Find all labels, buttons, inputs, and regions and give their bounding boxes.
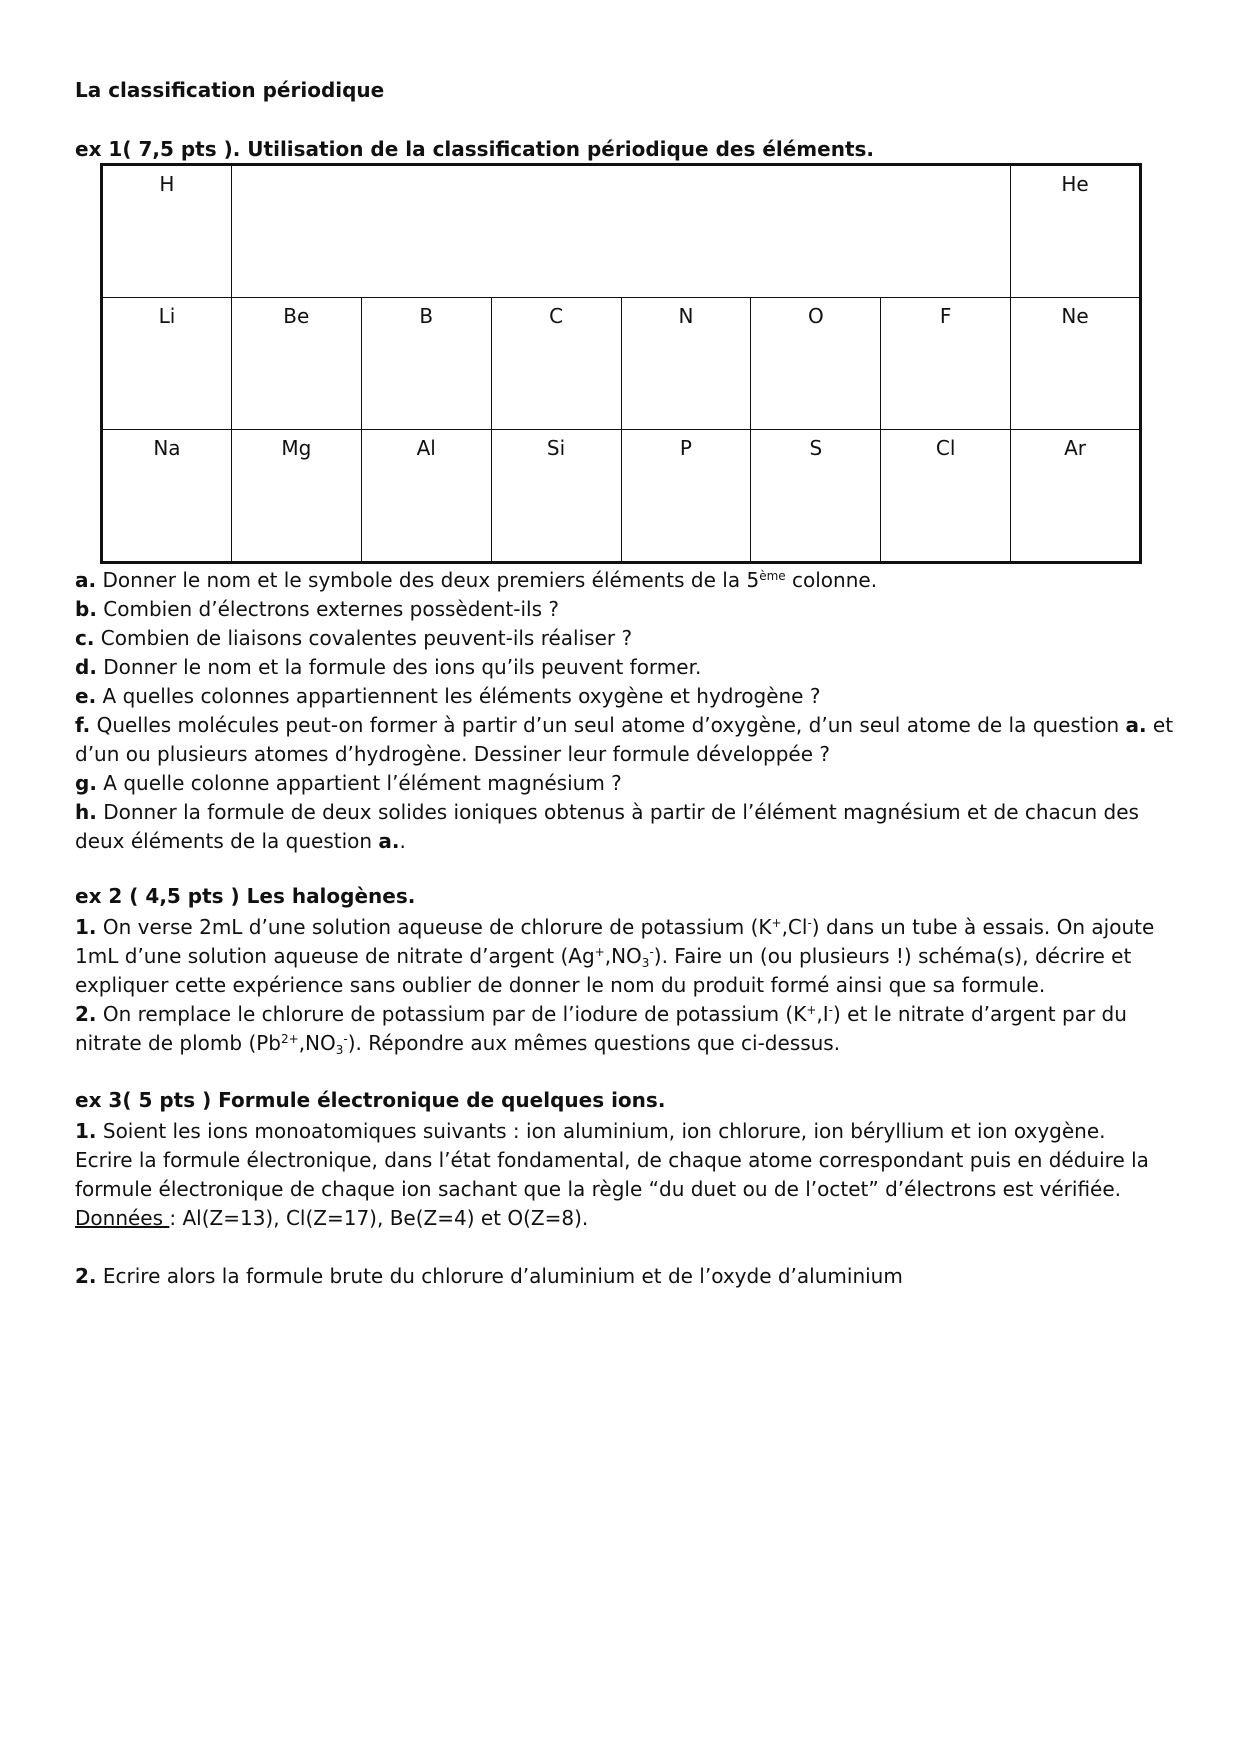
question-text: Combien de liaisons covalentes peuvent-ils réaliser ?: [94, 626, 633, 650]
superscript: ème: [759, 569, 786, 583]
question-text: .: [399, 829, 406, 853]
periodic-row-3: [102, 430, 1141, 563]
element-cell: S: [751, 430, 881, 563]
text: ). Répondre aux mêmes questions que ci-dessus.: [347, 1031, 841, 1055]
element-cell: B: [361, 298, 491, 430]
superscript: +: [594, 945, 605, 959]
question-text: Donner la formule de deux solides ioniques obtenus à partir de l’élément magnésium et de chacun des deux éléments de la question: [75, 800, 1139, 853]
exercise-1-heading: ex 1( 7,5 pts ). Utilisation de la classification périodique des éléments.: [75, 137, 875, 161]
element-cell: Cl: [881, 430, 1011, 563]
question-e: [75, 682, 1175, 711]
question-label: h.: [75, 800, 97, 824]
superscript: -: [343, 1032, 348, 1046]
text: ). Faire un (ou plusieurs !) schéma(s), décrire et expliquer cette expérience sans oublier de donner le nom du produit formé ainsi que sa formule.: [75, 944, 1132, 997]
spacer: [75, 1233, 1175, 1262]
page-title: La classification périodique: [75, 78, 385, 102]
element-cell: N: [621, 298, 751, 430]
question-text: Donner le nom et le symbole des deux premiers éléments de la 5: [96, 568, 760, 592]
exercise-2-part-1: [75, 913, 1175, 1000]
question-label: a.: [75, 568, 97, 592]
superscript: -: [649, 945, 654, 959]
text: On remplace le chlorure de potassium par de l’iodure de potassium (K: [96, 1002, 807, 1026]
subscript: 3: [335, 1043, 344, 1057]
donnees-text: : Al(Z=13), Cl(Z=17), Be(Z=4) et O(Z=8).: [169, 1206, 589, 1230]
question-c: [75, 624, 1175, 653]
text: On verse 2mL d’une solution aqueuse de chlorure de potassium (K: [96, 915, 772, 939]
superscript: -: [807, 916, 812, 930]
question-label: f.: [75, 713, 91, 737]
question-text: et d’un ou plusieurs atomes d’hydrogène. Dessiner leur formule développée ?: [75, 713, 1174, 766]
superscript: -: [828, 1003, 834, 1017]
exercise-3-body: [75, 1117, 1175, 1291]
question-reference: a.: [378, 829, 400, 853]
text: ,NO: [298, 1031, 336, 1055]
question-text: Quelles molécules peut-on former à partir d’un seul atome d’oxygène, d’un seul atome de la question: [90, 713, 1126, 737]
periodic-table: [100, 163, 1142, 564]
question-d: [75, 653, 1175, 682]
periodic-row-2: [102, 298, 1141, 430]
question-label: e.: [75, 684, 97, 708]
element-cell: Mg: [231, 430, 361, 563]
element-cell: C: [491, 298, 621, 430]
question-reference: a.: [1125, 713, 1147, 737]
superscript: +: [771, 916, 782, 930]
question-h: [75, 798, 1175, 856]
question-label: d.: [75, 655, 97, 679]
element-cell: He: [1011, 165, 1141, 298]
element-cell: P: [621, 430, 751, 563]
exercise-3-part-2: [75, 1262, 1175, 1291]
empty-cell: [231, 165, 1010, 298]
element-cell: O: [751, 298, 881, 430]
superscript: +: [806, 1003, 817, 1017]
exercise-1-questions: [75, 566, 1175, 856]
question-b: [75, 595, 1175, 624]
element-cell: Ne: [1011, 298, 1141, 430]
donnees-label: Données: [75, 1206, 170, 1230]
question-text: colonne.: [785, 568, 878, 592]
question-text: A quelle colonne appartient l’élément magnésium ?: [96, 771, 622, 795]
exercise-3-part-1: [75, 1117, 1175, 1146]
exercise-2-body: [75, 913, 1175, 1058]
element-cell: F: [881, 298, 1011, 430]
element-cell: Be: [231, 298, 361, 430]
element-cell: Na: [102, 430, 232, 563]
superscript: 2+: [281, 1032, 299, 1046]
question-text: A quelles colonnes appartiennent les éléments oxygène et hydrogène ?: [96, 684, 821, 708]
part-label: 2.: [75, 1264, 97, 1288]
exercise-2-part-2: [75, 1000, 1175, 1058]
question-a: [75, 566, 1175, 595]
text: ) et le nitrate d’argent par du nitrate de plomb (Pb: [75, 1002, 1127, 1055]
element-cell: H: [102, 165, 232, 298]
text: ) dans un tube à essais. On ajoute 1mL d’une solution aqueuse de nitrate d’argent (Ag: [75, 915, 1155, 968]
exercise-3-instructions: Ecrire la formule électronique, dans l’état fondamental, de chaque atome correspondant puis en déduire la formule électronique de chaque ion sachant que la règle “du duet ou de l’octet” d’électrons est vérifiée.: [75, 1148, 1149, 1201]
question-label: c.: [75, 626, 95, 650]
element-cell: Li: [102, 298, 232, 430]
subscript: 3: [641, 956, 650, 970]
exercise-2-heading: ex 2 ( 4,5 pts ) Les halogènes.: [75, 884, 416, 908]
question-text: Donner le nom et la formule des ions qu’ils peuvent former.: [96, 655, 702, 679]
question-g: [75, 769, 1175, 798]
element-cell: Ar: [1011, 430, 1141, 563]
question-label: g.: [75, 771, 97, 795]
part-label: 1.: [75, 915, 97, 939]
part-label: 1.: [75, 1119, 97, 1143]
text: Soient les ions monoatomiques suivants : ion aluminium, ion chlorure, ion béryllium et ion oxygène.: [96, 1119, 1106, 1143]
text: ,Cl: [781, 915, 808, 939]
element-cell: Si: [491, 430, 621, 563]
text: ,NO: [604, 944, 642, 968]
element-cell: Al: [361, 430, 491, 563]
exercise-3-heading: ex 3( 5 pts ) Formule électronique de quelques ions.: [75, 1088, 666, 1112]
periodic-row-1: [102, 165, 1141, 298]
exercise-3-donnees: [75, 1204, 1175, 1233]
part-label: 2.: [75, 1002, 97, 1026]
question-f: [75, 711, 1175, 769]
question-label: b.: [75, 597, 97, 621]
question-text: Combien d’électrons externes possèdent-ils ?: [96, 597, 559, 621]
text: ,I: [816, 1002, 829, 1026]
text: Ecrire alors la formule brute du chlorure d’aluminium et de l’oxyde d’aluminium: [96, 1264, 903, 1288]
